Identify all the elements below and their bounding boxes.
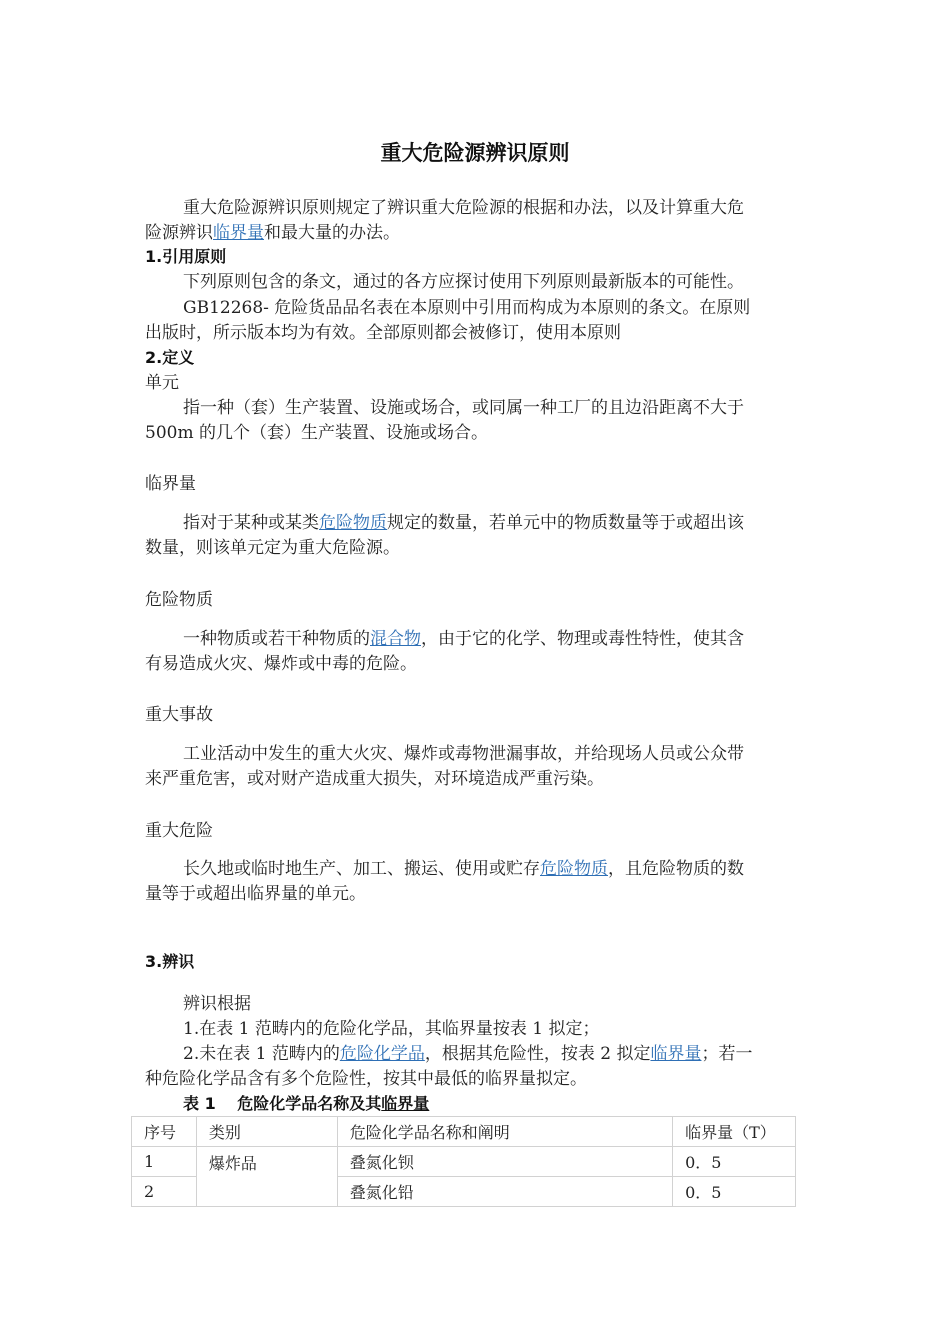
link-hazardous-substance[interactable]: 危险物质 <box>319 513 387 533</box>
link-hazardous-chemical[interactable]: 危险化学品 <box>339 1044 425 1064</box>
section-2-heading: 2.定义 <box>145 348 195 367</box>
table-row <box>132 1147 796 1177</box>
section-3-heading: 3.辨识 <box>145 952 195 971</box>
header-cell: 序号 <box>132 1117 197 1147</box>
intro-line-2: 险源辨识临界量和最大量的办法。 <box>145 223 400 243</box>
basis-item-2-line-2: 种危险化学品含有多个危险性，按其中最低的临界量拟定。 <box>145 1069 587 1089</box>
link-mixture[interactable]: 混合物 <box>370 629 421 649</box>
table-1 <box>131 1116 796 1207</box>
table-header-row <box>132 1117 796 1147</box>
cell-qty: 0．5 <box>673 1177 796 1207</box>
basis-item-2-line-1: 2.未在表 1 范畴内的危险化学品，根据其危险性，按表 2 拟定临界量；若一 <box>183 1044 753 1064</box>
unit-def-line-2: 500m 的几个（套）生产装置、设施或场合。 <box>145 423 488 443</box>
header-cell: 危险化学品名称和阐明 <box>337 1117 672 1147</box>
term-major-accident: 重大事故 <box>145 705 213 725</box>
link-critical-quantity-2[interactable]: 临界量 <box>650 1044 702 1064</box>
header-cell: 类别 <box>196 1117 337 1147</box>
maj-def-line-1: 长久地或临时地生产、加工、搬运、使用或贮存危险物质，且危险物质的数 <box>183 859 744 879</box>
sec1-para-2-line-1: GB12268- 危险货品品名表在本原则中引用而构成为本原则的条文。在原则 <box>183 298 751 318</box>
haz-def-line-1: 一种物质或若干种物质的混合物，由于它的化学、物理或毒性特性，使其含 <box>183 629 744 649</box>
crit-def-line-1: 指对于某种或某类危险物质规定的数量，若单元中的物质数量等于或超出该 <box>183 513 744 533</box>
cell-name: 叠氮化铅 <box>337 1177 672 1207</box>
cell-no: 1 <box>132 1147 197 1177</box>
document-title: 重大危险源辨识原则 <box>380 141 570 165</box>
header-cell: 临界量（T） <box>673 1117 796 1147</box>
sec1-para-2-line-2: 出版时，所示版本均为有效。全部原则都会被修订，使用本原则 <box>145 323 621 343</box>
basis-item-1: 1.在表 1 范畴内的危险化学品，其临界量按表 1 拟定； <box>183 1019 600 1039</box>
sec1-para-1: 下列原则包含的条文，通过的各方应探讨使用下列原则最新版本的可能性。 <box>183 272 744 292</box>
term-critical-quantity: 临界量 <box>145 474 196 494</box>
cell-name: 叠氮化钡 <box>337 1147 672 1177</box>
acc-def-line-1: 工业活动中发生的重大火灾、爆炸或毒物泄漏事故，并给现场人员或公众带 <box>183 744 744 764</box>
cell-category: 爆炸品 <box>196 1147 337 1207</box>
term-hazardous-substance: 危险物质 <box>145 590 213 610</box>
section-1-heading: 1.引用原则 <box>145 247 227 266</box>
table-1-caption: 表 1 危险化学品名称及其临界量 <box>183 1094 430 1113</box>
unit-def-line-1: 指一种（套）生产装置、设施或场合，或同属一种工厂的且边沿距离不大于 <box>183 398 744 418</box>
link-critical-quantity-3[interactable]: 临界量 <box>381 1094 430 1113</box>
acc-def-line-2: 来严重危害，或对财产造成重大损失，对环境造成严重污染。 <box>145 769 604 789</box>
cell-no: 2 <box>132 1177 197 1207</box>
haz-def-line-2: 有易造成火灾、爆炸或中毒的危险。 <box>145 654 417 674</box>
cell-qty: 0．5 <box>673 1147 796 1177</box>
crit-def-line-2: 数量，则该单元定为重大危险源。 <box>145 538 400 558</box>
identification-basis: 辨识根据 <box>183 994 251 1014</box>
term-major-hazard: 重大危险 <box>145 821 213 841</box>
link-hazardous-substance-2[interactable]: 危险物质 <box>540 859 608 879</box>
intro-line-1: 重大危险源辨识原则规定了辨识重大危险源的根据和办法，以及计算重大危 <box>183 198 744 218</box>
link-critical-quantity[interactable]: 临界量 <box>213 223 264 243</box>
maj-def-line-2: 量等于或超出临界量的单元。 <box>145 884 366 904</box>
term-unit: 单元 <box>145 373 179 393</box>
